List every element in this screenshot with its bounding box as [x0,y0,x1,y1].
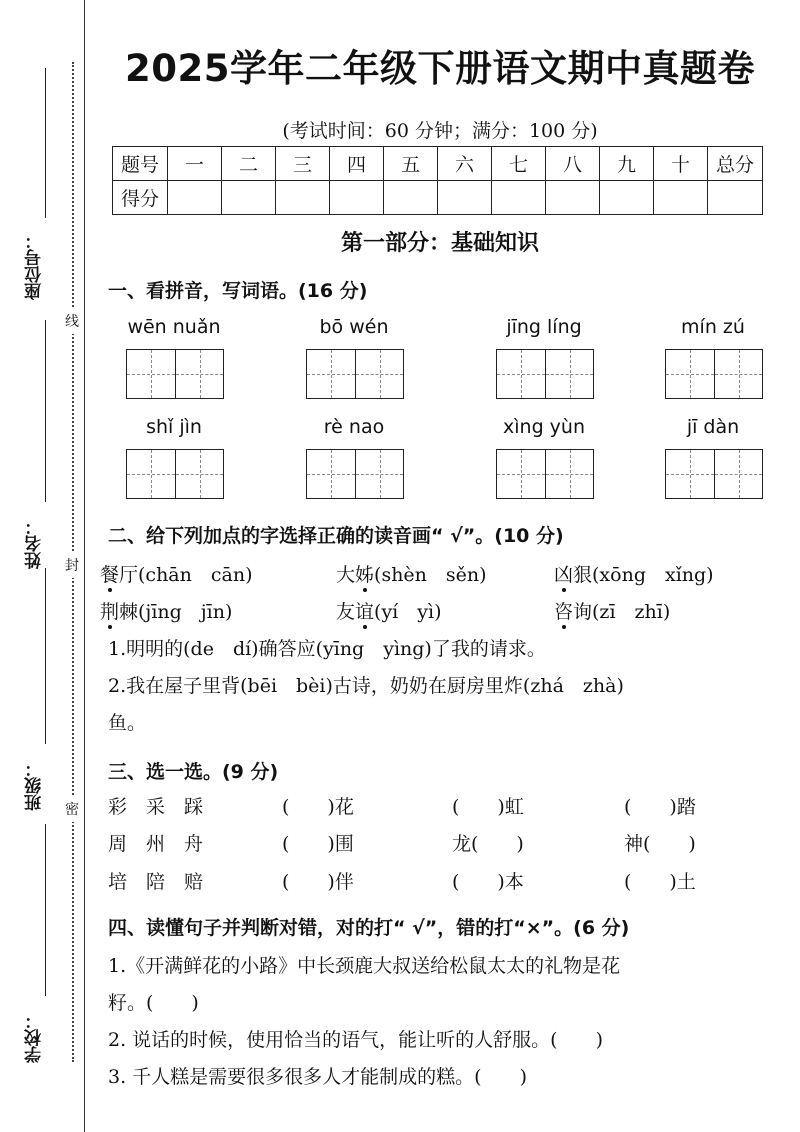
fill-blank[interactable]: 神( ) [624,833,696,855]
writing-grid[interactable] [306,349,404,399]
writing-cell[interactable] [355,450,403,498]
school-label: 学校： [25,1012,45,1063]
score-header-cell: 十 [654,147,708,181]
reading-options[interactable]: 狠(xōng xǐng) [573,564,714,586]
score-cell[interactable] [708,181,763,215]
seal-xian: 线 [64,308,80,334]
fill-blank[interactable]: ( )本 [452,871,524,893]
char-group: 周 州 舟 [108,833,204,855]
char-group: 彩 采 踩 [108,796,204,818]
score-cell[interactable] [654,181,708,215]
pinyin-label: wēn nuǎn [127,316,221,338]
judgement-1: 1.《开满鲜花的小路》中长颈鹿大叔送给松鼠太太的礼物是花 [108,955,621,977]
writing-cell[interactable] [545,350,593,398]
pinyin-label: shǐ jìn [146,416,202,438]
reading-item [554,597,670,624]
pinyin-label: rè nao [323,416,385,438]
score-cell[interactable] [276,181,330,215]
reading-item [336,560,487,587]
score-cell[interactable] [168,181,222,215]
writing-cell[interactable] [307,350,355,398]
writing-cell[interactable] [714,450,762,498]
score-cell[interactable] [222,181,276,215]
section-4-title: 四、读懂句子并判断对错，对的打“ √”，错的打“×”。(6 分) [108,917,630,939]
score-header-cell: 一 [168,147,222,181]
class-line[interactable] [45,568,46,744]
fill-blank[interactable]: ( )虹 [452,796,524,818]
section-1-title: 一、看拼音，写词语。(16 分) [108,280,368,302]
seat-number-line[interactable] [45,68,46,218]
pinyin-label: jīng líng [506,316,582,338]
score-cell[interactable] [546,181,600,215]
dotted-char: 餐 [100,564,120,586]
dotted-char: 姊 [355,564,375,586]
score-cell[interactable] [384,181,438,215]
score-header-cell: 五 [384,147,438,181]
part-one-title: 第一部分：基础知识 [340,230,539,256]
page-title: 2025学年二年级下册语文期中真题卷 [125,47,755,90]
dotted-char: 凶 [554,564,574,586]
sentence-2-continued: 鱼。 [108,712,147,734]
writing-grid[interactable] [126,449,224,499]
reading-item [100,597,232,624]
fill-blank[interactable]: 龙( ) [452,833,524,855]
fill-blank[interactable]: ( )踏 [624,796,696,818]
writing-cell[interactable] [545,450,593,498]
fill-blank[interactable]: ( )花 [282,796,354,818]
score-table-row [113,181,763,215]
margin-rule [84,0,85,1132]
judgement-1-blank[interactable]: 籽。( ) [108,992,199,1014]
writing-cell[interactable] [714,350,762,398]
score-table [112,146,763,215]
writing-cell[interactable] [497,450,545,498]
judgement-2[interactable]: 2. 说话的时候，使用恰当的语气，能让听的人舒服。( ) [108,1029,603,1051]
writing-cell[interactable] [666,450,714,498]
score-cell[interactable] [492,181,546,215]
reading-item [554,560,714,587]
exam-info: (考试时间：60 分钟；满分：100 分) [282,120,598,142]
reading-options[interactable]: (shèn sěn) [374,564,487,586]
writing-grid[interactable] [496,449,594,499]
writing-cell[interactable] [175,450,223,498]
score-cell[interactable] [438,181,492,215]
writing-grid[interactable] [665,349,763,399]
class-label: 班级： [25,760,45,811]
char-group: 培 陪 赔 [108,871,204,893]
reading-item [100,560,253,587]
score-header-cell: 六 [438,147,492,181]
seat-number-label: 座位号： [25,232,45,300]
judgement-3[interactable]: 3. 千人糕是需要很多很多人才能制成的糕。( ) [108,1066,527,1088]
reading-item [336,597,441,624]
fill-blank[interactable]: ( )伴 [282,871,354,893]
pinyin-label: bō wén [319,316,389,338]
score-row-label: 得分 [113,181,168,215]
dotted-char: 咨 [554,601,574,623]
score-cell[interactable] [600,181,654,215]
name-label: 姓名： [25,518,45,569]
dotted-char: 荆 [100,601,120,623]
score-header-cell: 四 [330,147,384,181]
writing-cell[interactable] [127,350,175,398]
section-2-title: 二、给下列加点的字选择正确的读音画“ √”。(10 分) [108,525,564,547]
seal-feng: 封 [64,552,80,578]
section-3-title: 三、选一选。(9 分) [108,761,279,783]
pinyin-label: mín zú [681,316,745,338]
fill-blank[interactable]: ( )围 [282,833,354,855]
plain-char: 大 [336,564,356,586]
writing-cell[interactable] [307,450,355,498]
score-header-cell: 八 [546,147,600,181]
school-line[interactable] [45,824,46,996]
writing-cell[interactable] [127,450,175,498]
pinyin-label: jī dàn [686,416,740,438]
name-line[interactable] [45,320,46,502]
score-header-cell: 题号 [113,147,168,181]
score-header-cell: 总分 [708,147,763,181]
reading-options[interactable]: 询(zī zhī) [573,601,671,623]
seal-mi: 密 [64,796,80,822]
score-header-cell: 二 [222,147,276,181]
score-header-cell: 三 [276,147,330,181]
writing-grid[interactable] [126,349,224,399]
score-table-header [113,147,763,181]
writing-grid[interactable] [496,349,594,399]
writing-cell[interactable] [497,350,545,398]
writing-cell[interactable] [355,350,403,398]
sentence-2[interactable]: 2.我在屋子里背(bēi bèi)古诗，奶奶在厨房里炸(zhá zhà) [108,675,624,697]
writing-cell[interactable] [666,350,714,398]
reading-options[interactable]: 棘(jīng jīn) [119,601,233,623]
dotted-char: 谊 [355,601,375,623]
writing-cell[interactable] [175,350,223,398]
score-header-cell: 九 [600,147,654,181]
writing-grid[interactable] [665,449,763,499]
plain-char: 友 [336,601,356,623]
score-header-cell: 七 [492,147,546,181]
sentence-1[interactable]: 1.明明的(de dí)确答应(yīng yìng)了我的请求。 [108,638,546,660]
writing-grid[interactable] [306,449,404,499]
reading-options[interactable]: (yí yì) [374,601,442,623]
reading-options[interactable]: 厅(chān cān) [119,564,253,586]
fill-blank[interactable]: ( )土 [624,871,696,893]
pinyin-label: xìng yùn [503,416,585,438]
score-cell[interactable] [330,181,384,215]
